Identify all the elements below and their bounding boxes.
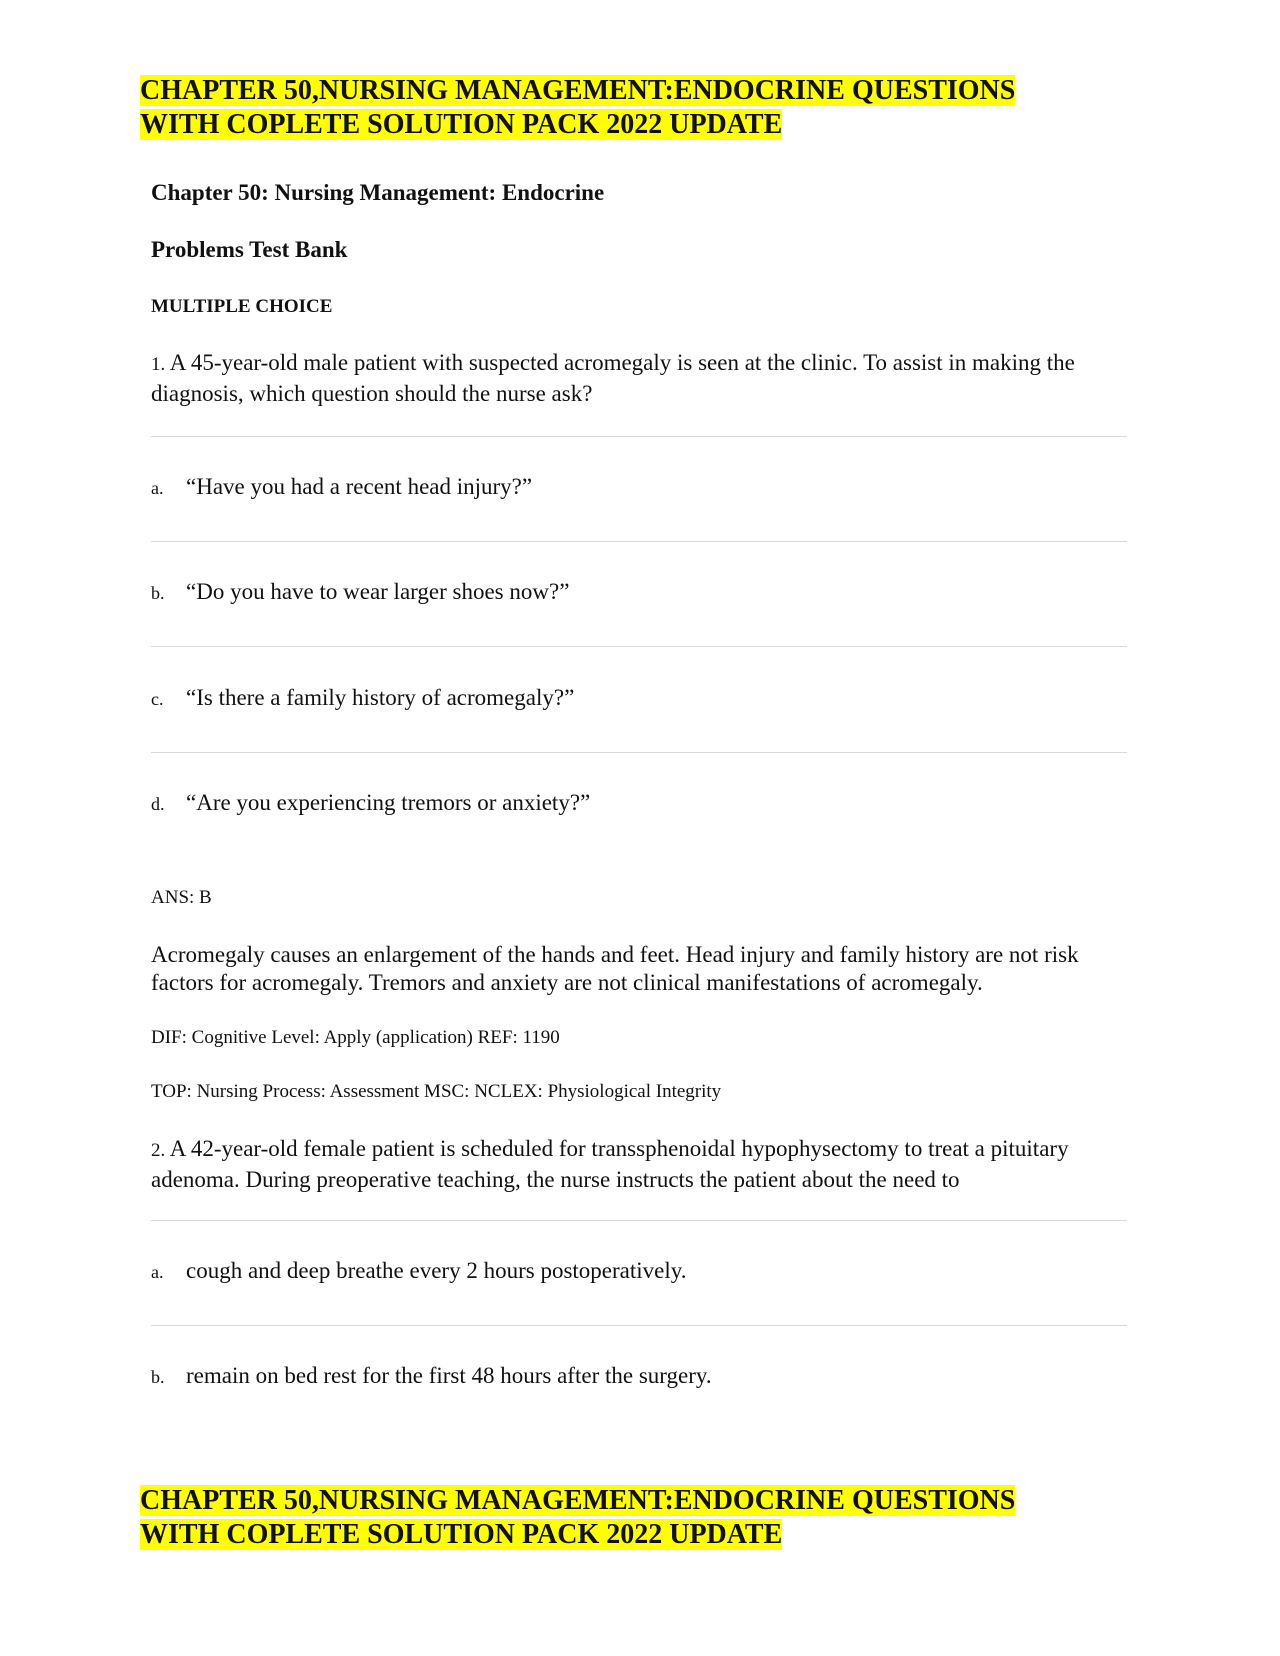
option-text: cough and deep breathe every 2 hours postoperatively.: [186, 1258, 687, 1283]
header-banner-line2: WITH COPLETE SOLUTION PACK 2022 UPDATE: [140, 109, 783, 140]
divider: [151, 752, 1127, 753]
question-1-option-a: [151, 474, 532, 500]
question-1-option-c: [151, 685, 574, 711]
option-letter: b.: [151, 1367, 165, 1387]
option-text: “Are you experiencing tremors or anxiety?”: [186, 790, 591, 815]
question-1-stem: [151, 348, 1127, 408]
question-2-option-b: [151, 1363, 712, 1389]
option-letter: a.: [151, 478, 164, 498]
option-text: “Is there a family history of acromegaly?”: [186, 685, 575, 710]
divider: [151, 436, 1127, 437]
chapter-title: Chapter 50: Nursing Management: Endocrine: [151, 180, 605, 205]
question-1-rationale: Acromegaly causes an enlargement of the hands and feet. Head injury and family history are not risk factors for acromegaly. Tremors and anxiety are not clinical manifestations of acromegaly.: [151, 942, 1079, 995]
divider: [151, 1220, 1127, 1221]
option-letter: c.: [151, 689, 164, 709]
question-1-option-d: [151, 790, 590, 816]
question-2-option-a: [151, 1258, 687, 1284]
footer-banner-line1: CHAPTER 50,NURSING MANAGEMENT:ENDOCRINE QUESTIONS: [140, 1485, 1016, 1516]
section-title: Problems Test Bank: [151, 237, 348, 262]
divider: [151, 646, 1127, 647]
option-letter: b.: [151, 583, 165, 603]
option-text: “Do you have to wear larger shoes now?”: [186, 579, 570, 604]
footer-banner: [140, 1484, 1120, 1552]
option-letter: d.: [151, 794, 165, 814]
divider: [151, 1325, 1127, 1326]
question-1-text: A 45-year-old male patient with suspected acromegaly is seen at the clinic. To assist in making the diagnosis, which question should the nurse ask?: [151, 350, 1075, 406]
divider: [151, 541, 1127, 542]
option-letter: a.: [151, 1262, 164, 1282]
question-type-heading: MULTIPLE CHOICE: [151, 296, 333, 317]
question-2-text: A 42-year-old female patient is scheduled for transsphenoidal hypophysectomy to treat a pituitary adenoma. During preoperative teaching, the nurse instructs the patient about the need to: [151, 1136, 1069, 1192]
question-1-topic: TOP: Nursing Process: Assessment MSC: NCLEX: Physiological Integrity: [151, 1081, 722, 1102]
header-banner-line1: CHAPTER 50,NURSING MANAGEMENT:ENDOCRINE QUESTIONS: [140, 75, 1016, 106]
question-1-dif: DIF: Cognitive Level: Apply (application) REF: 1190: [151, 1027, 560, 1048]
question-2-stem: [151, 1134, 1127, 1194]
option-text: remain on bed rest for the first 48 hours after the surgery.: [186, 1363, 712, 1388]
question-1-number: 1.: [151, 354, 166, 375]
footer-banner-line2: WITH COPLETE SOLUTION PACK 2022 UPDATE: [140, 1519, 783, 1550]
question-2-number: 2.: [151, 1140, 166, 1161]
option-text: “Have you had a recent head injury?”: [186, 474, 533, 499]
header-banner: [140, 74, 1120, 142]
question-1-answer: ANS: B: [151, 887, 212, 908]
question-1-option-b: [151, 579, 569, 605]
